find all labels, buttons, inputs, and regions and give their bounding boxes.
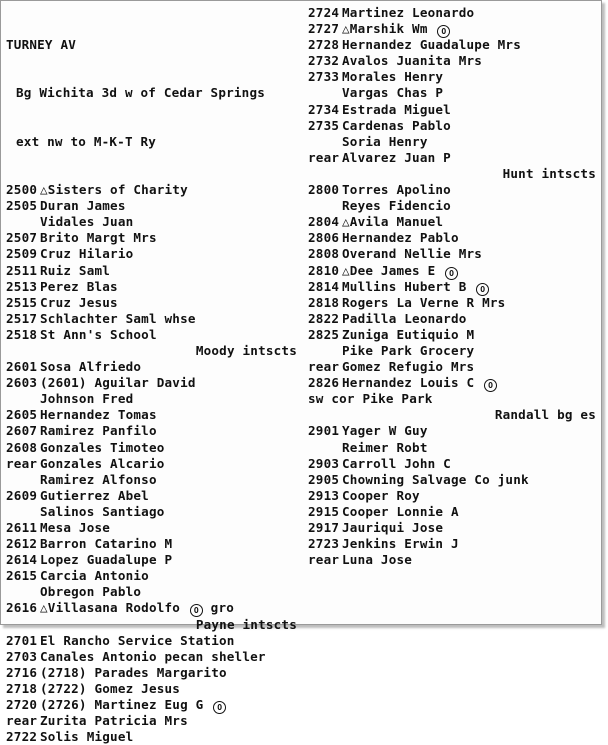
directory-entry <box>308 343 598 359</box>
directory-entry <box>6 423 299 439</box>
directory-entry <box>308 536 598 552</box>
house-number: 2806 <box>308 230 340 246</box>
resident-name: Carcia Antonio <box>40 568 149 584</box>
directory-entry <box>308 150 598 166</box>
directory-entry <box>308 423 598 439</box>
directory-entry <box>6 263 299 279</box>
house-number: 2505 <box>6 198 38 214</box>
house-number: 2615 <box>6 568 38 584</box>
house-number: 2915 <box>308 503 340 519</box>
directory-entry <box>6 520 299 536</box>
right-column <box>308 5 598 568</box>
directory-entry <box>6 536 299 552</box>
resident-name: Cruz Hilario <box>40 246 134 262</box>
house-number: 2814 <box>308 278 340 294</box>
house-number: 2603 <box>6 375 38 391</box>
resident-name: Schlachter Saml whse <box>40 310 196 326</box>
directory-entry <box>308 134 598 150</box>
resident-name: Ramirez Alfonso <box>40 471 157 487</box>
directory-entry <box>308 230 598 246</box>
house-number: 2513 <box>6 278 38 294</box>
resident-name: Duran James <box>40 198 126 214</box>
resident-name: Barron Catarino M <box>40 536 173 552</box>
house-number: 2720 <box>6 697 38 713</box>
house-number: 2825 <box>308 326 340 342</box>
owner-circle-icon: O <box>476 283 489 296</box>
directory-entry <box>6 214 299 230</box>
directory-entry <box>6 681 299 697</box>
directory-entry <box>6 327 299 343</box>
directory-entry <box>308 440 598 456</box>
owner-circle-icon: O <box>445 267 458 280</box>
resident-name: Zurita Patricia Mrs <box>40 713 188 729</box>
house-number: 2609 <box>6 487 38 503</box>
resident-name: Obregon Pablo <box>40 584 142 600</box>
directory-entry <box>308 488 598 504</box>
directory-entry <box>6 375 299 391</box>
owner-circle-icon: O <box>437 25 450 38</box>
resident-name: Cruz Jesus <box>40 294 118 310</box>
house-number: 2724 <box>308 5 340 20</box>
resident-name: (2726) Martinez Eug G <box>40 697 204 713</box>
directory-entry <box>6 600 299 616</box>
resident-name: Reyes Fidencio <box>342 198 451 214</box>
house-number: 2723 <box>308 536 340 552</box>
directory-entry <box>6 584 299 600</box>
house-number: 2728 <box>308 37 340 53</box>
owner-circle-icon: O <box>484 379 497 392</box>
resident-name: Hernandez Guadalupe Mrs <box>342 37 521 53</box>
directory-entry <box>6 279 299 295</box>
directory-entry <box>308 5 598 21</box>
directory-entry <box>308 198 598 214</box>
resident-name: (2722) Gomez Jesus <box>40 680 181 696</box>
house-number: 2804 <box>308 214 340 230</box>
resident-name: Gomez Refugio Mrs <box>342 359 475 375</box>
directory-entry <box>6 456 299 472</box>
directory-entry <box>6 697 299 713</box>
street-description: Bg Wichita 3d w of Cedar Springs <box>16 85 266 101</box>
directory-entry <box>6 729 299 745</box>
resident-name: Gonzales Timoteo <box>40 439 165 455</box>
directory-entry <box>308 37 598 53</box>
resident-name: Chowning Salvage Co junk <box>342 471 529 487</box>
directory-entry <box>6 407 299 423</box>
cross-street-heading: Randall bg es <box>494 407 596 423</box>
house-number: 2614 <box>6 552 38 568</box>
directory-entry <box>308 214 598 230</box>
resident-name: St Ann's School <box>40 326 157 342</box>
resident-name: Johnson Fred <box>40 391 134 407</box>
house-number: 2905 <box>308 471 340 487</box>
house-number: 2616 <box>6 600 38 616</box>
directory-entry <box>308 118 598 134</box>
house-number: 2913 <box>308 487 340 503</box>
directory-entry <box>6 649 299 665</box>
house-number: 2601 <box>6 359 38 375</box>
directory-entry <box>6 633 299 649</box>
resident-name: Cooper Lonnie A <box>342 503 459 519</box>
resident-name: Rogers La Verne R Mrs <box>342 294 506 310</box>
owner-circle-icon: O <box>213 701 226 714</box>
resident-name: △Marshik Wm <box>342 21 428 37</box>
resident-name: Ramirez Panfilo <box>40 423 157 439</box>
house-number: 2518 <box>6 326 38 342</box>
resident-name: (2601) Aguilar David <box>40 375 196 391</box>
street-title: TURNEY AV <box>6 37 77 53</box>
cross-street-heading: Moody intscts <box>195 342 297 358</box>
resident-name: El Rancho Service Station <box>40 632 235 648</box>
directory-entry <box>308 53 598 69</box>
resident-name: Solis Miguel <box>40 729 134 745</box>
directory-entry <box>6 665 299 681</box>
resident-name: Pike Park <box>362 391 433 407</box>
house-number: 2718 <box>6 680 38 696</box>
resident-name: Carroll John C <box>342 455 451 471</box>
house-number: 2500 <box>6 182 38 198</box>
house-number: sw cor <box>308 391 355 407</box>
house-number: 2515 <box>6 294 38 310</box>
house-number: rear <box>308 552 340 568</box>
directory-entry <box>6 552 299 568</box>
resident-name: Perez Blas <box>40 278 118 294</box>
house-number: 2612 <box>6 536 38 552</box>
left-column <box>6 5 299 745</box>
house-number: 2826 <box>308 375 340 391</box>
directory-entry <box>6 440 299 456</box>
directory-entry <box>308 359 598 375</box>
resident-name: Pike Park Grocery <box>342 342 475 358</box>
directory-entry <box>6 198 299 214</box>
house-number: rear <box>6 455 38 471</box>
directory-entry <box>308 102 598 118</box>
resident-name: Cooper Roy <box>342 487 420 503</box>
directory-entry <box>308 391 598 407</box>
resident-name: (2718) Parades Margarito <box>40 664 227 680</box>
resident-name: Vidales Juan <box>40 214 134 230</box>
resident-name: △Sisters of Charity <box>40 182 188 198</box>
resident-name: △Dee James E <box>342 262 436 278</box>
resident-name: Padilla Leonardo <box>342 310 467 326</box>
directory-entry <box>6 472 299 488</box>
directory-entry <box>6 391 299 407</box>
resident-name: Cardenas Pablo <box>342 117 451 133</box>
house-number: 2722 <box>6 729 38 745</box>
street-extension: ext nw to M-K-T Ry <box>16 133 157 149</box>
house-number: 2701 <box>6 632 38 648</box>
house-number: 2607 <box>6 423 38 439</box>
directory-entry <box>308 295 598 311</box>
resident-name: Martinez Leonardo <box>342 5 475 20</box>
resident-name: Avalos Juanita Mrs <box>342 53 483 69</box>
directory-entry <box>6 488 299 504</box>
resident-name: Hernandez Tomas <box>40 407 157 423</box>
resident-name: Hernandez Louis C <box>342 375 475 391</box>
cross-street-heading: Payne intscts <box>195 616 297 632</box>
house-number: 2822 <box>308 310 340 326</box>
house-number: 2903 <box>308 455 340 471</box>
house-number: 2611 <box>6 520 38 535</box>
house-number: 2800 <box>308 182 340 198</box>
business-suffix: gro <box>202 600 235 616</box>
house-number: 2605 <box>6 407 38 423</box>
house-number: 2818 <box>308 294 340 310</box>
directory-entry <box>6 246 299 262</box>
house-number: rear <box>308 149 340 165</box>
house-number: rear <box>308 359 340 375</box>
directory-entry <box>308 504 598 520</box>
directory-entry <box>308 375 598 391</box>
house-number: 2608 <box>6 439 38 455</box>
directory-entry <box>308 279 598 295</box>
resident-name: Salinos Santiago <box>40 503 165 519</box>
house-number: 2732 <box>308 53 340 69</box>
directory-entry <box>6 182 299 198</box>
house-number: 2507 <box>6 230 38 246</box>
directory-entry <box>6 713 299 729</box>
resident-name: Soria Henry <box>342 133 428 149</box>
house-number: 2733 <box>308 69 340 85</box>
resident-name: Luna Jose <box>342 552 413 568</box>
directory-entry <box>308 472 598 488</box>
directory-entry <box>6 359 299 375</box>
directory-entry <box>308 85 598 101</box>
resident-name: Morales Henry <box>342 69 444 85</box>
directory-entry <box>308 456 598 472</box>
resident-name: Mullins Hubert B <box>342 278 467 294</box>
resident-name: Overand Nellie Mrs <box>342 246 483 262</box>
directory-entry <box>6 311 299 327</box>
directory-entry <box>6 568 299 584</box>
owner-circle-icon: O <box>190 604 203 617</box>
house-number: 2511 <box>6 262 38 278</box>
resident-name: Torres Apolino <box>342 182 451 198</box>
resident-name: Sosa Alfriedo <box>40 359 142 375</box>
resident-name: Alvarez Juan P <box>342 149 451 165</box>
house-number: 2735 <box>308 117 340 133</box>
resident-name: Mesa Jose <box>40 520 111 535</box>
directory-entry <box>6 295 299 311</box>
resident-name: Estrada Miguel <box>342 101 451 117</box>
directory-entry <box>6 504 299 520</box>
resident-name: Hernandez Pablo <box>342 230 459 246</box>
resident-name: Gutierrez Abel <box>40 487 149 503</box>
house-number: 2517 <box>6 310 38 326</box>
directory-entry <box>308 69 598 85</box>
house-number: 2901 <box>308 423 340 439</box>
house-number: 2703 <box>6 648 38 664</box>
resident-name: Jauriqui Jose <box>342 520 444 535</box>
house-number: rear <box>6 713 38 729</box>
directory-entry <box>6 230 299 246</box>
resident-name: Jenkins Erwin J <box>342 536 459 552</box>
cross-street-heading: Hunt intscts <box>502 165 596 181</box>
resident-name: Canales Antonio pecan sheller <box>40 648 266 664</box>
resident-name: Yager W Guy <box>342 423 428 439</box>
directory-entry <box>308 327 598 343</box>
directory-entry <box>308 311 598 327</box>
house-number: 2509 <box>6 246 38 262</box>
house-number: 2734 <box>308 101 340 117</box>
resident-name: Lopez Guadalupe P <box>40 552 173 568</box>
resident-name: △Avila Manuel <box>342 214 444 230</box>
house-number: 2727 <box>308 21 340 37</box>
directory-entry <box>308 520 598 536</box>
resident-name: Gonzales Alcario <box>40 455 165 471</box>
resident-name: Ruiz Saml <box>40 262 111 278</box>
directory-entry <box>308 21 598 37</box>
resident-name: Reimer Robt <box>342 439 428 455</box>
directory-entry <box>308 246 598 262</box>
house-number: 2917 <box>308 520 340 535</box>
resident-name: △Villasana Rodolfo <box>40 600 181 616</box>
directory-entry <box>308 182 598 198</box>
house-number: 2808 <box>308 246 340 262</box>
resident-name: Vargas Chas P <box>342 85 444 101</box>
resident-name: Brito Margt Mrs <box>40 230 157 246</box>
house-number: 2716 <box>6 664 38 680</box>
house-number: 2810 <box>308 262 340 278</box>
directory-entry <box>308 263 598 279</box>
resident-name: Zuniga Eutiquio M <box>342 326 475 342</box>
directory-entry <box>308 552 598 568</box>
